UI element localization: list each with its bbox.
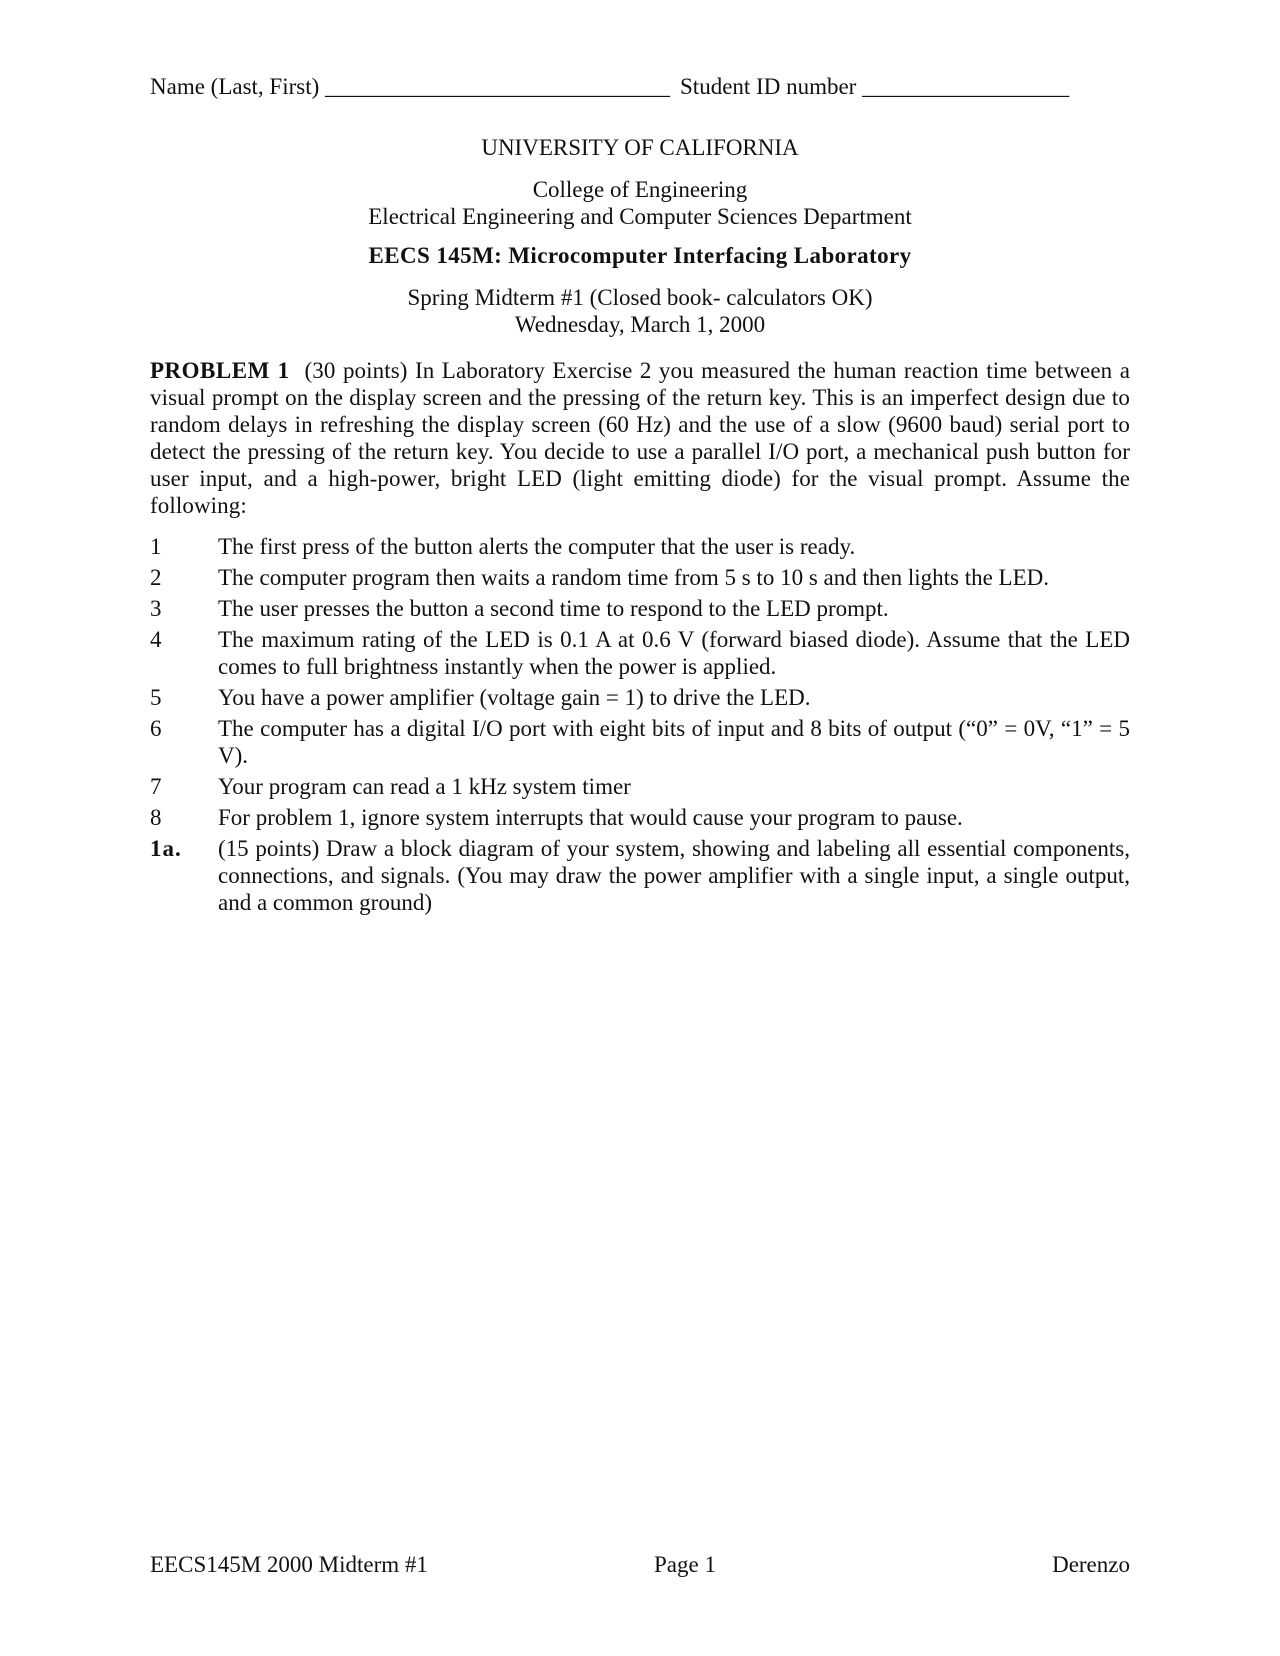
list-item-number: 4	[150, 627, 162, 652]
list-item-text: The maximum rating of the LED is 0.1 A at 0.6 V (forward biased diode). Assume that the LED comes to full brightness instantly when the power is applied.	[218, 627, 1130, 679]
problem-1-label: PROBLEM 1	[150, 358, 290, 383]
list-item-number: 6	[150, 716, 162, 741]
list-item	[150, 715, 1130, 769]
problem-1-intro-text: (30 points) In Laboratory Exercise 2 you measured the human reaction time between a visual prompt on the display screen and the pressing of the return key. This is an imperfect design due to random delays in refreshing the display screen (60 Hz) and the use of a slow (9600 baud) serial port to detect the pressing of the return key. You decide to use a parallel I/O port, a mechanical push button for user input, and a high-power, bright LED (light emitting diode) for the visual prompt. Assume the following:	[150, 358, 1131, 518]
list-item	[150, 533, 1130, 560]
problem-1a	[150, 835, 1130, 916]
college-block	[150, 176, 1130, 230]
assumptions-list	[150, 533, 1130, 920]
name-field-label: Name (Last, First) ______________________________	[150, 74, 671, 99]
list-item-text: You have a power amplifier (voltage gain = 1) to drive the LED.	[218, 685, 811, 710]
exam-name: Spring Midterm #1 (Closed book- calculators OK)	[407, 285, 873, 310]
footer-course: EECS145M 2000 Midterm #1	[150, 1552, 428, 1577]
list-item	[150, 773, 1130, 800]
student-info-line	[150, 74, 1120, 100]
exam-date: Wednesday, March 1, 2000	[514, 312, 766, 337]
list-item-text: Your program can read a 1 kHz system timer	[218, 774, 631, 799]
list-item-number: 8	[150, 805, 162, 830]
college-name: College of Engineering	[532, 177, 748, 202]
footer-author: Derenzo	[1052, 1552, 1130, 1577]
list-item	[150, 804, 1130, 831]
list-item-text: The user presses the button a second time to respond to the LED prompt.	[218, 596, 889, 621]
list-item-text: The computer program then waits a random time from 5 s to 10 s and then lights the LED.	[218, 565, 1050, 590]
list-item-text: The first press of the button alerts the computer that the user is ready.	[218, 534, 856, 559]
list-item-number: 7	[150, 774, 162, 799]
page-footer	[150, 1552, 1130, 1578]
list-item-number: 2	[150, 565, 162, 590]
problem-1a-label: 1a.	[150, 836, 182, 861]
list-item	[150, 626, 1130, 680]
problem-1a-text: (15 points) Draw a block diagram of your system, showing and labeling all essential components, connections, and signals. (You may draw the power amplifier with a single input, a single output, and a common ground)	[218, 836, 1130, 915]
exam-info	[150, 284, 1130, 338]
problem-1-intro	[150, 357, 1130, 519]
list-item-number: 1	[150, 534, 162, 559]
course-title: EECS 145M: Microcomputer Interfacing Laboratory	[368, 243, 912, 268]
list-item-text: The computer has a digital I/O port with eight bits of input and 8 bits of output (“0” = 0V, “1” = 5 V).	[218, 716, 1130, 768]
list-item	[150, 595, 1130, 622]
student-id-field-label: Student ID number __________________	[680, 74, 1070, 99]
list-item	[150, 684, 1130, 711]
list-item-number: 5	[150, 685, 162, 710]
list-item-number: 3	[150, 596, 162, 621]
university-title: UNIVERSITY OF CALIFORNIA	[481, 135, 799, 160]
page-number: Page 1	[654, 1552, 716, 1577]
list-item	[150, 564, 1130, 591]
department-name: Electrical Engineering and Computer Sciences Department	[368, 204, 912, 229]
list-item-text: For problem 1, ignore system interrupts that would cause your program to pause.	[218, 805, 963, 830]
